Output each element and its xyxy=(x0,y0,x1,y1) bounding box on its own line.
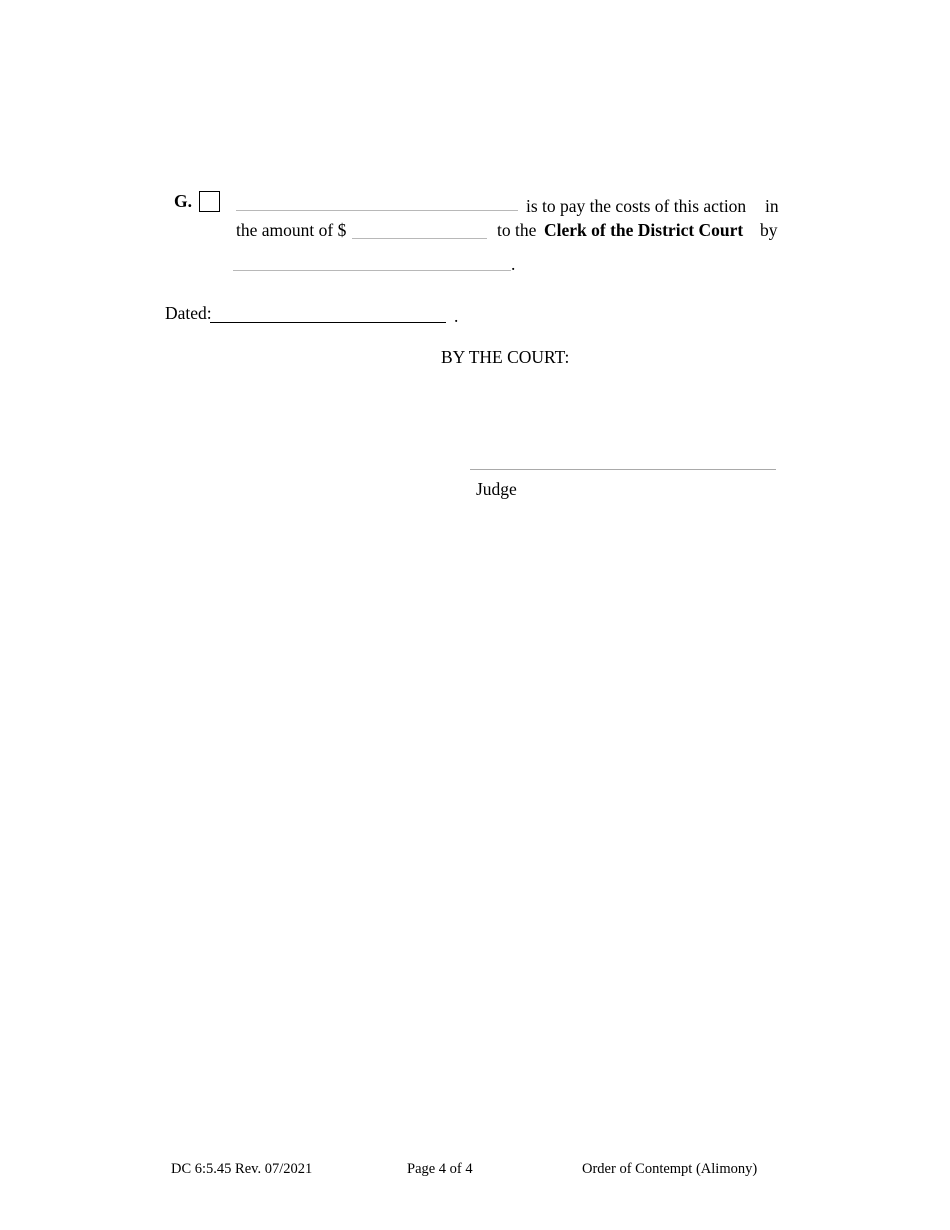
page-number: Page 4 of 4 xyxy=(407,1161,473,1177)
in-text: in xyxy=(765,196,779,216)
paying-party-field[interactable] xyxy=(236,191,518,211)
amount-of-text: the amount of $ xyxy=(236,220,347,240)
by-the-court-label: BY THE COURT: xyxy=(441,347,570,367)
payment-date-field[interactable] xyxy=(233,251,511,271)
pay-costs-text: is to pay the costs of this action xyxy=(526,196,747,216)
to-the-text: to the xyxy=(497,220,537,240)
judge-signature-line[interactable] xyxy=(470,469,776,470)
dated-period: . xyxy=(454,306,459,326)
dated-label: Dated: xyxy=(165,303,212,323)
form-title: Order of Contempt (Alimony) xyxy=(582,1161,758,1177)
by-text: by xyxy=(760,220,778,240)
clerk-text: Clerk of the District Court xyxy=(544,220,744,240)
amount-field[interactable] xyxy=(352,219,487,239)
item-g-marker: G. xyxy=(174,191,192,211)
form-number: DC 6:5.45 Rev. 07/2021 xyxy=(171,1161,313,1177)
judge-label: Judge xyxy=(476,479,517,499)
item-g-checkbox[interactable] xyxy=(199,191,220,212)
item-g-period: . xyxy=(511,254,516,274)
dated-field[interactable] xyxy=(210,303,446,323)
